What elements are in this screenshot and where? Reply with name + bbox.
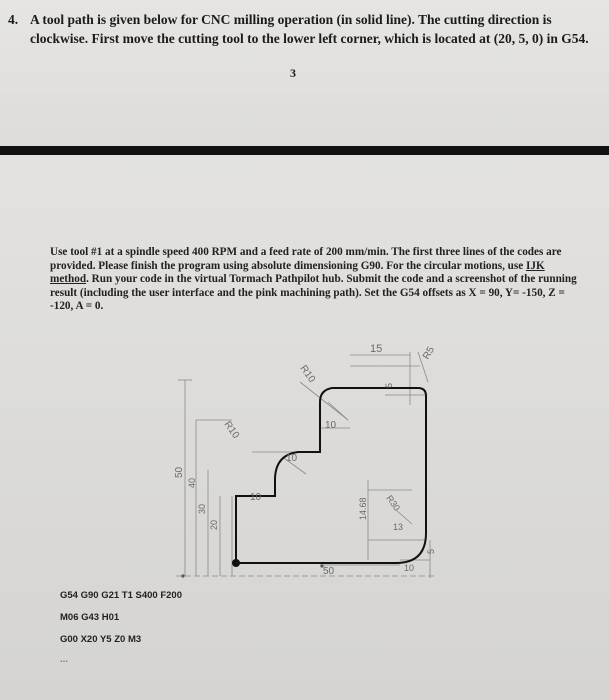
ijk-method-text: IJK method	[50, 259, 545, 286]
instructions-part2: . Run your code in the virtual Tormach Pathpilot hub. Submit the code and a screenshot of the running result (including the user interface and the pink machining path). Set the G54 offsets as X = 90, Y= -150, Z = -120, A = 0.	[50, 273, 577, 313]
label-13: 13	[393, 522, 404, 532]
label-10-mid: 10	[286, 453, 298, 464]
page-number: 3	[290, 66, 296, 80]
tool-path	[236, 388, 426, 563]
label-r5: R5	[421, 344, 437, 362]
problem-number: 4.	[8, 12, 19, 27]
label-50-horizontal: 50	[323, 566, 335, 577]
code-line-1: G54 G90 G21 T1 S400 F200	[60, 590, 182, 601]
problem-text: A tool path is given below for CNC milling operation (in solid line). The cutting direction is clockwise. First move the cutting tool to the lower left corner, which is located at (20, 5, 0) in G54.	[30, 12, 589, 46]
code-line-2: M06 G43 H01	[60, 612, 120, 623]
label-r30: R30	[384, 493, 403, 513]
start-point-marker	[232, 559, 240, 567]
code-line-3: G00 X20 Y5 Z0 M3	[60, 634, 142, 645]
label-20: 20	[209, 519, 219, 530]
label-5: 5	[384, 382, 394, 388]
instructions-part1: Use tool #1 at a spindle speed 400 RPM and a feed rate of 200 mm/min. The first three lines of the codes are provided. Please finish the program using absolute dimensioning G90. For the circular motions, use	[50, 246, 562, 272]
label-5-bottom-right: 5	[426, 548, 436, 554]
label-10-bottom-right: 10	[404, 563, 415, 573]
label-r10-mid: R10	[221, 419, 242, 441]
label-40: 40	[187, 477, 197, 488]
label-15: 15	[370, 343, 383, 355]
label-10-low: 10	[250, 492, 262, 503]
label-14-68: 14.68	[358, 497, 368, 520]
label-30: 30	[197, 503, 207, 514]
dimension-lines	[176, 352, 436, 578]
label-r10-top: R10	[297, 363, 318, 385]
label-10-top: 10	[325, 420, 337, 431]
code-ellipsis: ...	[60, 654, 68, 665]
label-50-vertical: 50	[174, 466, 185, 478]
